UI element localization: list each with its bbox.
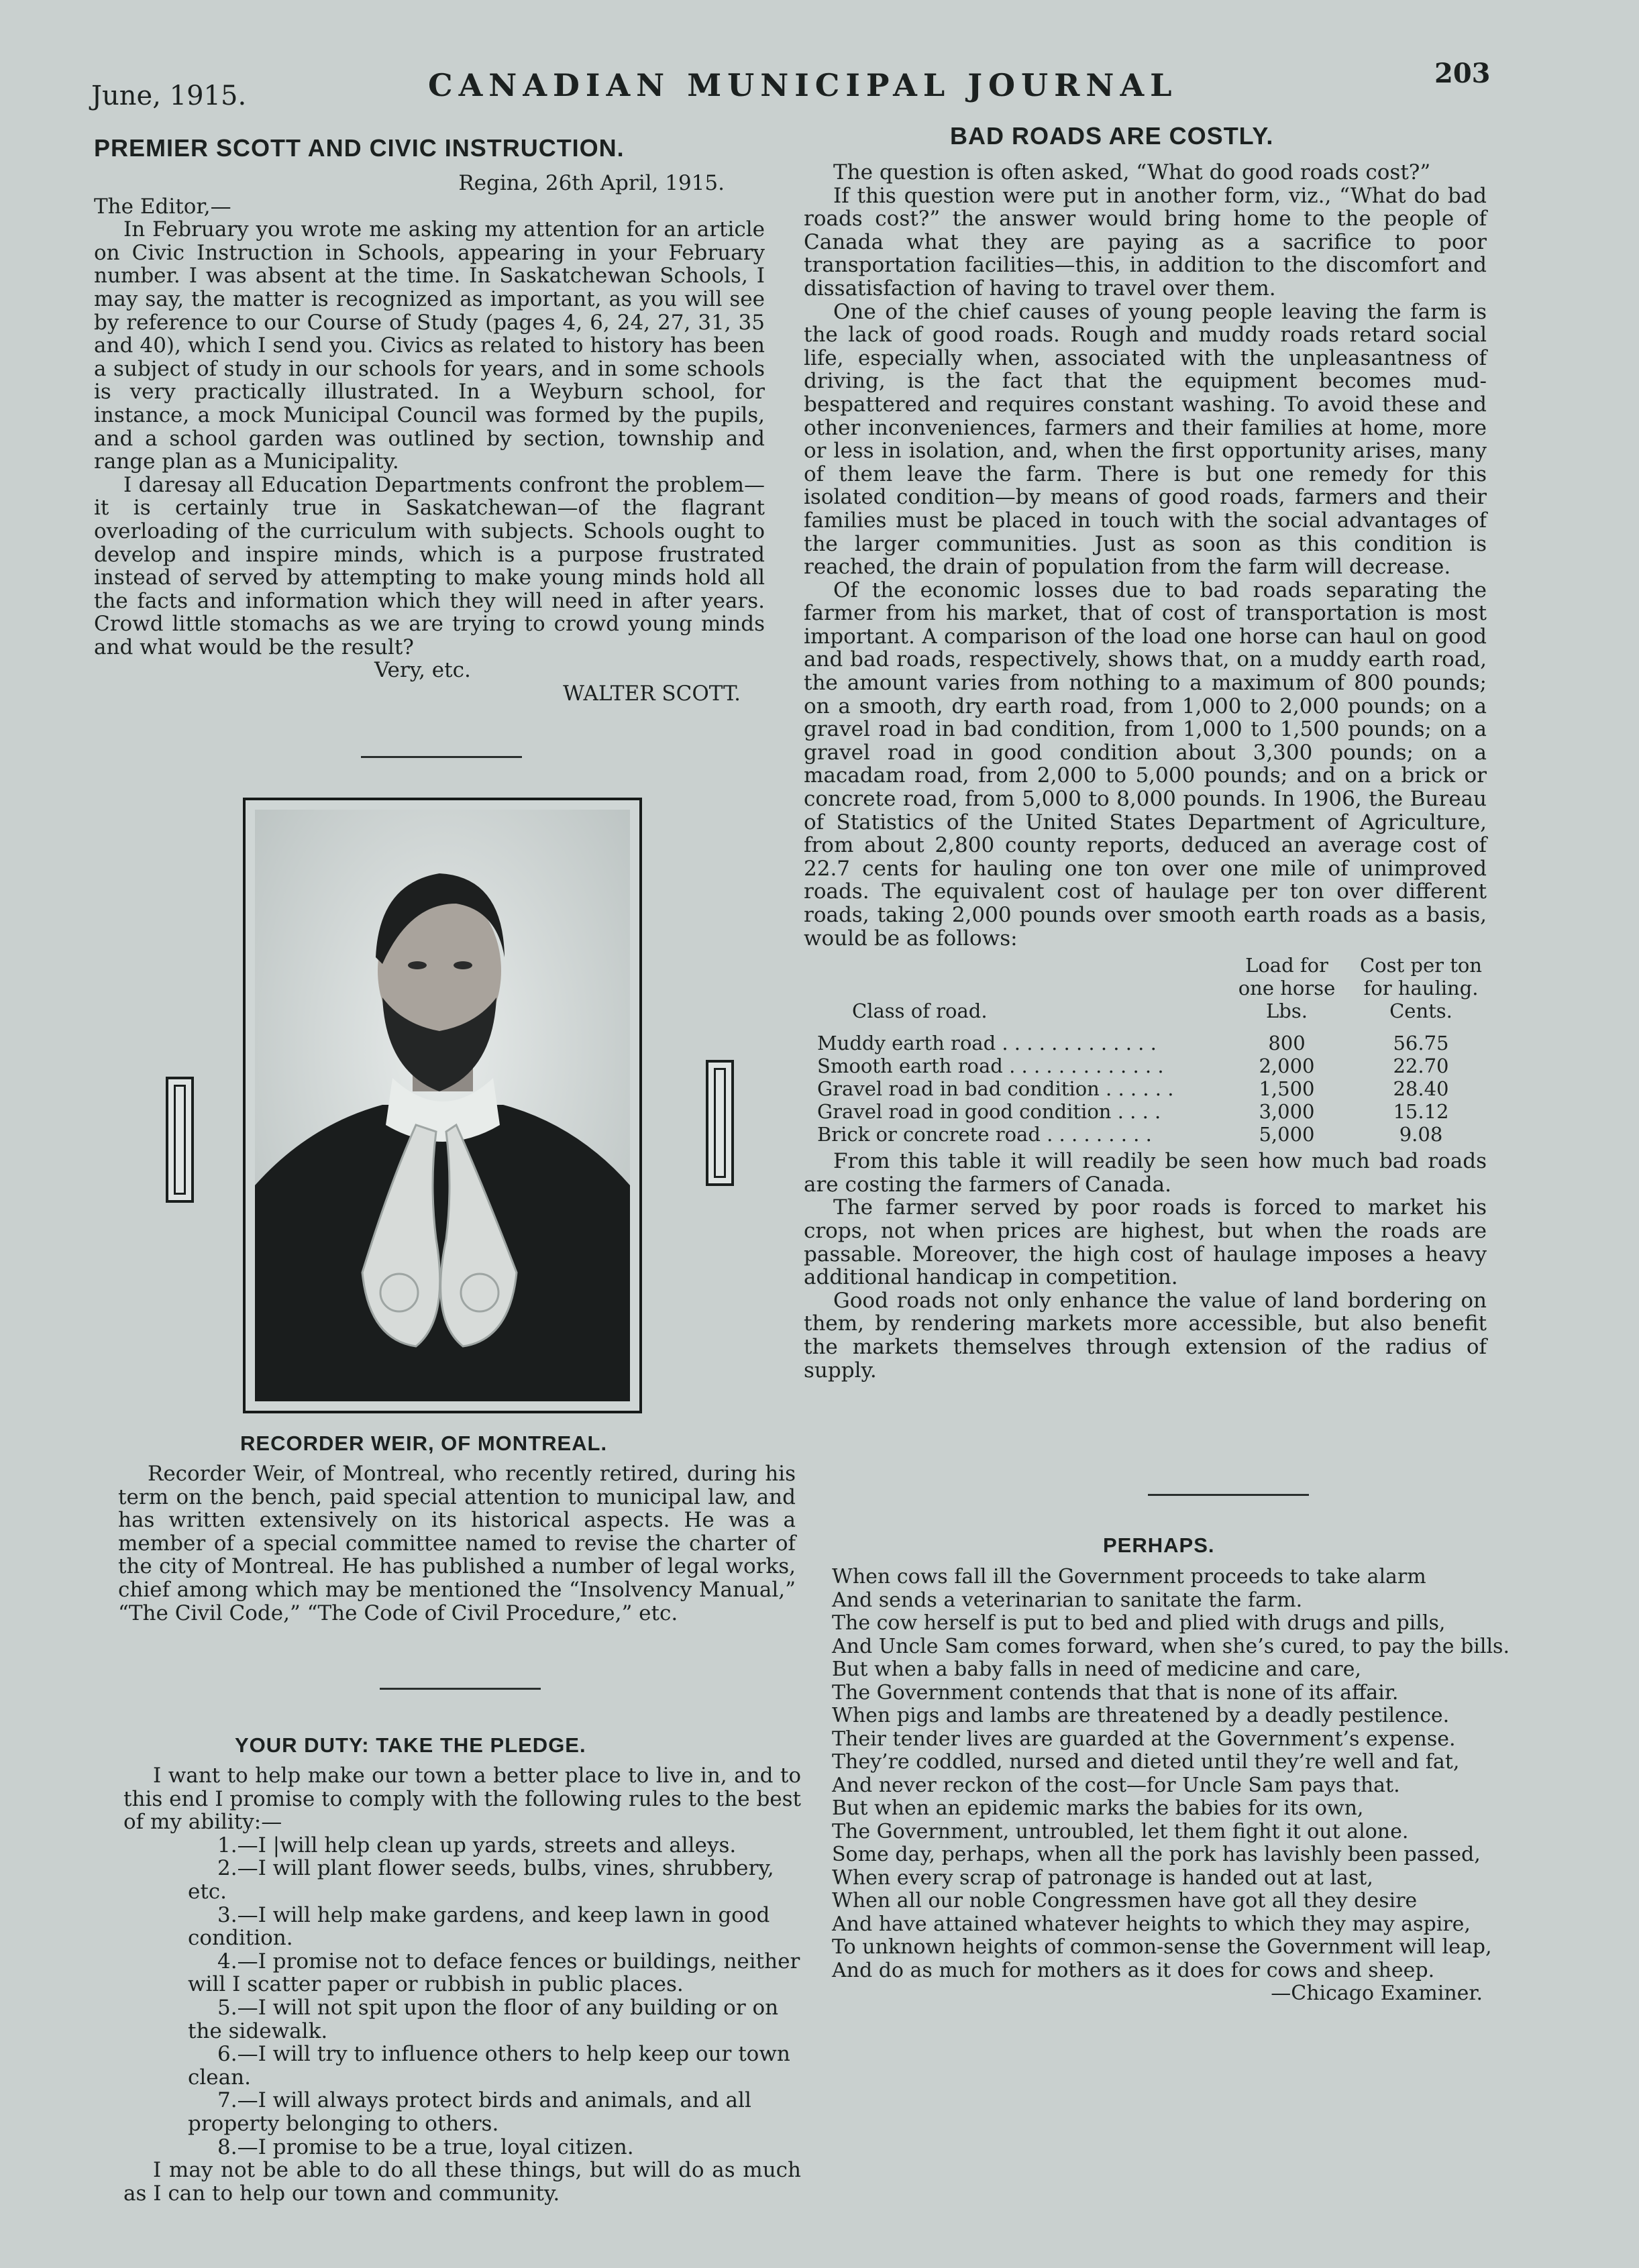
roads-paragraph: Of the economic losses due to bad roads separating the farmer from his market, that of cost of transportation is most important. A comparison of the load one horse can haul on good and bad roads, respectively, shows that, on a muddy earth road, the amount varies from nothing to a maximum of 800 pounds; on a smooth, dry earth road, from 1,000 to 2,000 pounds; on a gravel road in bad condition, from 1,000 to 1,500 pounds; on a gravel road in good condition about 3,300 pounds; on a macadam road, from 2,000 to 5,000 pounds; and on a brick or concrete road, from 5,000 to 8,000 pounds. In 1906, the Bureau of Statistics of the United States Department of Agriculture, from about 2,800 county reports, deduced an average cost of 22.7 cents for hauling one ton over one mile of unimproved roads. The equivalent cost of haulage per ton over different roads, taking 2,000 pounds over smooth earth roads as a basis, would be as follows: bbox=[804, 578, 1487, 951]
pledge-item: 2.—I will plant flower seeds, bulbs, vines, shrubbery, etc. bbox=[188, 1856, 774, 1904]
recorder-paragraph: Recorder Weir, of Montreal, who recently retired, during his term on the bench, paid special attention to municipal law, and has written extensively on its historical aspects. He was a member of a special committee named to revise the charter of the city of Montreal. He has published a number of legal works, chief among which may be mentioned the “Insolvency Manual,” “The Civil Code,” “The Code of Civil Procedure,” etc. bbox=[118, 1462, 796, 1625]
recorder-caption: RECORDER WEIR, OF MONTREAL. bbox=[240, 1432, 608, 1455]
roads-paragraph: If this question were put in another form, viz., “What do bad roads cost?” the answer would bring home to the people of Canada what they are paying as a sacrifice to poor transportation facilities—this, in addition to the discomfort and dissatisfaction of having to travel over them. bbox=[804, 183, 1487, 301]
table-header-cost-line: Cost per ton bbox=[1359, 954, 1482, 977]
poem-line: Some day, perhaps, when all the pork has lavishly been passed, bbox=[832, 1843, 1481, 1866]
poem-line: When every scrap of patronage is handed out at last, bbox=[832, 1866, 1373, 1890]
road-name: Gravel road in good condition bbox=[817, 1100, 1112, 1124]
table-cell-cost: 9.08 bbox=[1399, 1123, 1443, 1146]
road-name: Muddy earth road bbox=[817, 1032, 996, 1055]
road-name: Gravel road in bad condition bbox=[817, 1077, 1100, 1101]
poem-line: The cow herself is put to bed and plied with drugs and pills, bbox=[832, 1611, 1446, 1635]
poem-line: They’re coddled, nursed and dieted until they’re well and fat, bbox=[832, 1750, 1460, 1774]
divider-rule bbox=[1148, 1494, 1309, 1496]
table-cell-cost: 22.70 bbox=[1393, 1055, 1449, 1078]
pledge-item: 7.—I will always protect birds and animals, and all property belonging to others. bbox=[188, 2088, 751, 2136]
haulage-table bbox=[817, 954, 1488, 1146]
poem-line: When all our noble Congressmen have got all they desire bbox=[832, 1889, 1418, 1912]
leader-dots: . . . . . . . . . . . . . bbox=[1002, 1055, 1164, 1078]
poem-line: The Government, untroubled, let them fight it out alone. bbox=[832, 1819, 1409, 1843]
poem-source: —Chicago Examiner. bbox=[1271, 1982, 1483, 2005]
roads-article bbox=[804, 161, 1487, 1382]
poem-line: And never reckon of the cost—for Uncle Sam pays that. bbox=[832, 1773, 1400, 1797]
table-cell-class bbox=[817, 1022, 1220, 1055]
poem-line: And Uncle Sam comes forward, when she’s cured, to pay the bills. bbox=[832, 1634, 1510, 1658]
roads-paragraph: Good roads not only enhance the value of land bordering on them, by rendering markets more accessible, but also benefit the markets themselves through extension of the radius of supply. bbox=[804, 1288, 1487, 1383]
table-cell-class bbox=[817, 1055, 1220, 1077]
table-header-load bbox=[1220, 954, 1354, 1022]
poem-line: But when a baby falls in need of medicine and care, bbox=[832, 1658, 1361, 1681]
road-name: Brick or concrete road bbox=[817, 1123, 1041, 1146]
table-cell-load: 5,000 bbox=[1259, 1123, 1315, 1146]
pledge-headline: YOUR DUTY: TAKE THE PLEDGE. bbox=[235, 1733, 586, 1757]
table-header-cost-line: Cents. bbox=[1389, 1000, 1452, 1023]
roads-paragraph: One of the chief causes of young people leaving the farm is the lack of good roads. Rough and muddy roads retard social life, especially when, associated with the unpleasantness of driving, is the fact that the equipment becomes mud-bespattered and requires constant washing. To avoid these and other inconveniences, farmers and their families at home, more or less in isolation, and, when the first opportunity arises, many of them leave the farm. There is but one remedy for this isolated condition—by means of good roads, farmers and their families must be placed in touch with the social advantages of the larger communities. Just as soon as this condition is reached, the drain of population from the farm will decrease. bbox=[804, 299, 1487, 580]
pledge-intro: I want to help make our town a better place to live in, and to this end I promise to comply with the following rules to the best of my ability:— bbox=[123, 1764, 801, 1835]
premier-headline: PREMIER SCOTT AND CIVIC INSTRUCTION. bbox=[94, 134, 625, 162]
pledge-article bbox=[123, 1764, 801, 2205]
road-name: Smooth earth road bbox=[817, 1055, 1003, 1078]
roads-paragraph: The farmer served by poor roads is forced to market his crops, not when prices are highest, but when the roads are passable. Moreover, the high cost of haulage imposes a heavy additional handicap in competition. bbox=[804, 1195, 1487, 1290]
divider-rule bbox=[361, 756, 522, 758]
table-cell-cost: 15.12 bbox=[1393, 1100, 1449, 1124]
table-row bbox=[817, 1123, 1488, 1146]
poem-line: And do as much for mothers as it does for cows and sheep. bbox=[832, 1958, 1435, 1982]
portrait-photo bbox=[243, 798, 642, 1413]
poem-line: But when an epidemic marks the babies for its own, bbox=[832, 1796, 1364, 1820]
portrait-image bbox=[255, 810, 630, 1401]
table-header-class: Class of road. bbox=[852, 1000, 988, 1023]
poem-line: The Government contends that that is none of its affair. bbox=[832, 1680, 1399, 1705]
table-cell-load: 3,000 bbox=[1259, 1100, 1315, 1124]
pledge-closing: I may not be able to do all these things, but will do as much as I can to help our town and community. bbox=[123, 2158, 801, 2206]
page-number: 203 bbox=[1434, 58, 1491, 89]
table-row bbox=[817, 1022, 1488, 1055]
premier-paragraph: I daresay all Education Departments confront the problem—it is certainly true in Saskatchewan—of the flagrant overloading of the curriculum with subjects. Schools ought to develop and inspire minds, which is a purpose frustrated instead of served by attempting to make young minds hold all the facts and information which they will need in after years. Crowd little stomachs as we are trying to crowd young minds and what would be the result? bbox=[94, 472, 765, 659]
table-cell-class bbox=[817, 1123, 1220, 1146]
roads-headline: BAD ROADS ARE COSTLY. bbox=[950, 122, 1274, 150]
table-header-load-line: Lbs. bbox=[1266, 1000, 1308, 1023]
table-cell-class bbox=[817, 1077, 1220, 1100]
table-cell-cost: 28.40 bbox=[1393, 1077, 1449, 1101]
perhaps-headline: PERHAPS. bbox=[1103, 1533, 1215, 1557]
pledge-item: 4.—I promise not to deface fences or buildings, neither will I scatter paper or rubbish in public places. bbox=[188, 1949, 800, 1997]
premier-closing: Very, etc. bbox=[374, 658, 471, 683]
table-cell-load: 2,000 bbox=[1259, 1055, 1315, 1078]
frame-ornament bbox=[166, 1077, 194, 1203]
poem-line: To unknown heights of common-sense the Government will leap, bbox=[832, 1935, 1492, 1959]
premier-article bbox=[94, 172, 765, 706]
poem-line: When pigs and lambs are threatened by a deadly pestilence. bbox=[832, 1704, 1450, 1727]
table-cell-class bbox=[817, 1100, 1220, 1123]
frame-ornament bbox=[706, 1060, 734, 1186]
roads-paragraph: From this table it will readily be seen how much bad roads are costing the farmers of Canada. bbox=[804, 1149, 1487, 1197]
issue-date: June, 1915. bbox=[91, 80, 247, 111]
pledge-item: 6.—I will try to influence others to help keep our town clean. bbox=[188, 2042, 790, 2090]
table-header-load-line: one horse bbox=[1238, 977, 1336, 1000]
table-cell-load: 1,500 bbox=[1259, 1077, 1315, 1101]
poem-line: And sends a veterinarian to sanitate the farm. bbox=[832, 1588, 1303, 1612]
premier-dateline: Regina, 26th April, 1915. bbox=[458, 171, 725, 195]
divider-rule bbox=[380, 1688, 541, 1690]
table-header-cost-line: for hauling. bbox=[1363, 977, 1479, 1000]
table-row bbox=[817, 1077, 1488, 1100]
pledge-item: 8.—I promise to be a true, loyal citizen. bbox=[217, 2135, 634, 2159]
leader-dots: . . . . . . bbox=[1099, 1077, 1174, 1101]
table-header-load-line: Load for bbox=[1245, 954, 1328, 977]
poem-line: And have attained whatever heights to which they may aspire, bbox=[832, 1912, 1471, 1936]
pledge-item: 5.—I will not spit upon the floor of any building or on the sidewalk. bbox=[188, 1995, 779, 2043]
leader-dots: . . . . bbox=[1111, 1100, 1161, 1124]
leader-dots: . . . . . . . . . . . . . bbox=[996, 1032, 1157, 1055]
premier-paragraph: In February you wrote me asking my attention for an article on Civic Instruction in Schools, appearing in your February number. I was absent at the time. In Saskatchewan Schools, I may say, the matter is recognized as important, as you will see by reference to our Course of Study (pages 4, 6, 24, 27, 31, 35 and 40), which I send you. Civics as related to history has been a subject of study in our schools for years, and in some schools is very practically illustrated. In a Weyburn school, for instance, a mock Municipal Council was formed by the pupils, and a school garden was outlined by section, township and range plan as a Municipality. bbox=[94, 217, 765, 474]
journal-title: CANADIAN MUNICIPAL JOURNAL bbox=[428, 67, 1178, 103]
table-row bbox=[817, 1055, 1488, 1077]
table-header-row bbox=[817, 954, 1488, 1022]
premier-salutation: The Editor,— bbox=[94, 194, 231, 219]
poem-line: When cows fall ill the Government proceeds to take alarm bbox=[832, 1565, 1426, 1588]
pledge-item: 3.—I will help make gardens, and keep lawn in good condition. bbox=[188, 1902, 770, 1951]
table-cell-load: 800 bbox=[1268, 1032, 1306, 1055]
recorder-article bbox=[118, 1462, 796, 1625]
leader-dots: . . . . . . . . . bbox=[1040, 1123, 1152, 1146]
premier-signature: WALTER SCOTT. bbox=[563, 682, 741, 706]
poem-line: Their tender lives are guarded at the Government’s expense. bbox=[832, 1727, 1456, 1751]
pledge-item: 1.—I |will help clean up yards, streets and alleys. bbox=[217, 1833, 737, 1857]
table-row bbox=[817, 1100, 1488, 1123]
table-cell-cost: 56.75 bbox=[1393, 1032, 1449, 1055]
table-header-cost bbox=[1354, 954, 1488, 1022]
roads-paragraph: The question is often asked, “What do good roads cost?” bbox=[833, 160, 1431, 184]
pledge-list bbox=[123, 1834, 801, 2159]
perhaps-poem bbox=[832, 1566, 1523, 2006]
